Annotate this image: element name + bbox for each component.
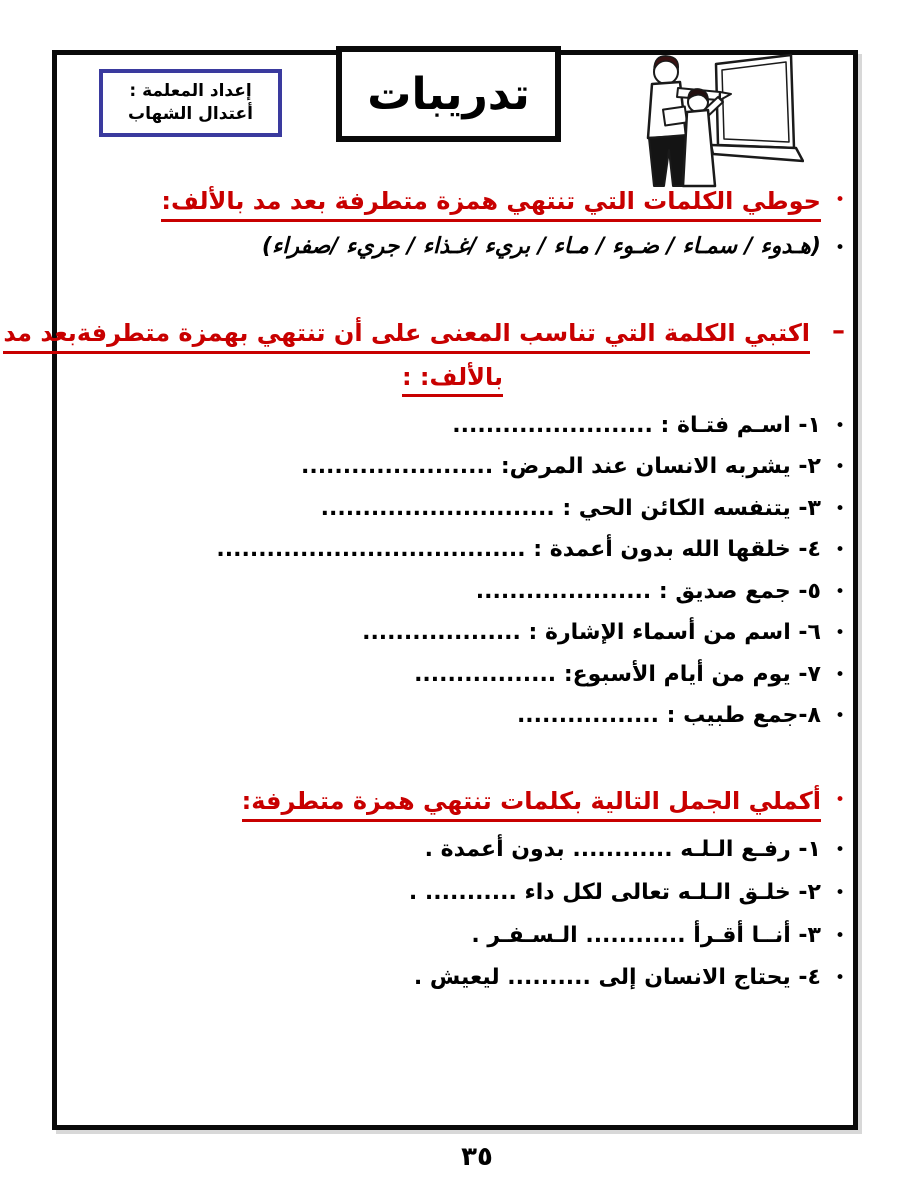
bullet-icon: •: [834, 457, 845, 477]
section3-heading-row: [242, 786, 845, 822]
exercise-item: [414, 661, 845, 690]
exercise-item: [452, 412, 845, 441]
bullet-icon: •: [834, 665, 845, 685]
section1-heading-row: [161, 186, 845, 222]
section1-words-row: [262, 234, 845, 259]
item-text: ٤- خلقها الله بدون أعمدة : .....................................: [216, 537, 821, 562]
page-title: تدريبات: [367, 68, 530, 120]
section1-heading: حوطي الكلمات التي تنتهي همزة متطرفة بعد مد بالألف:: [161, 186, 821, 222]
bullet-icon: •: [834, 790, 845, 810]
exercise-item: [414, 964, 845, 993]
item-text: ٤- يحتاج الانسان إلى .......... ليعيش .: [413, 965, 821, 990]
bullet-icon: •: [834, 706, 845, 726]
item-text: ٦- اسم من أسماء الإشارة : ...................: [362, 620, 821, 645]
page-number: ٣٥: [461, 1142, 493, 1172]
bullet-icon: •: [834, 623, 845, 643]
exercise-item: [476, 578, 845, 607]
item-text: ١- رفـع الـلـه ............ بدون أعمدة .: [424, 837, 821, 862]
section2-heading-row: [3, 318, 845, 354]
section2-heading-line1: اكتبي الكلمة التي تناسب المعنى على أن تنتهي بهمزة متطرفةبعد مد: [3, 318, 810, 354]
exercise-item: [425, 836, 845, 865]
exercise-item: [517, 702, 845, 731]
title-box: [336, 46, 561, 142]
prepared-by-label: إعداد المعلمة :: [129, 81, 252, 102]
bullet-icon: •: [834, 238, 845, 258]
exercise-item: [321, 495, 845, 524]
bullet-icon: •: [834, 840, 845, 860]
exercise-item: [216, 536, 845, 565]
bullet-icon: •: [834, 499, 845, 519]
exercise-item: [409, 879, 845, 908]
bullet-icon: •: [834, 540, 845, 560]
item-text: ٧- يوم من أيام الأسبوع: .................: [414, 662, 821, 687]
bullet-icon: •: [834, 926, 845, 946]
dash-icon: –: [832, 316, 845, 346]
exercise-item: [301, 453, 845, 482]
bullet-icon: •: [834, 883, 845, 903]
item-text: ٣- يتنفسه الكائن الحي : ............................: [320, 496, 821, 521]
section3-heading: أكملي الجمل التالية بكلمات تنتهي همزة متطرفة:: [242, 786, 821, 822]
bullet-icon: •: [834, 416, 845, 436]
item-text: ٥- جمع صديق : .....................: [475, 579, 821, 604]
exercise-item: [471, 922, 845, 951]
section2-heading-line2: بالألف: :: [402, 363, 503, 397]
item-text: ٣- أنــا أقـرأ ............ الـسـفـر .: [471, 923, 821, 948]
teacher-student-illustration: [628, 50, 804, 192]
prepared-by-box: [99, 69, 282, 137]
item-text: ١- اسـم فتـاة : ........................: [452, 413, 821, 438]
bullet-icon: •: [834, 190, 845, 210]
item-text: ٢- يشربه الانسان عند المرض: .......................: [300, 454, 821, 479]
whiteboard: [711, 55, 803, 161]
prepared-by-name: أعتدال الشهاب: [128, 104, 253, 124]
section2-heading-line2-wrap: [60, 362, 845, 392]
item-text: ٢- خلـق الـلـه تعالى لكل داء ........... .: [408, 880, 821, 905]
exercise-item: [362, 619, 845, 648]
bullet-icon: •: [834, 582, 845, 602]
bullet-icon: •: [834, 968, 845, 988]
item-text: ٨-جمع طبيب : .................: [516, 703, 821, 728]
section1-word-bank: (هـدوء / سمـاء / ضـوء / مـاء / بريء /غـذاء / جريء /صفراء): [261, 234, 821, 259]
